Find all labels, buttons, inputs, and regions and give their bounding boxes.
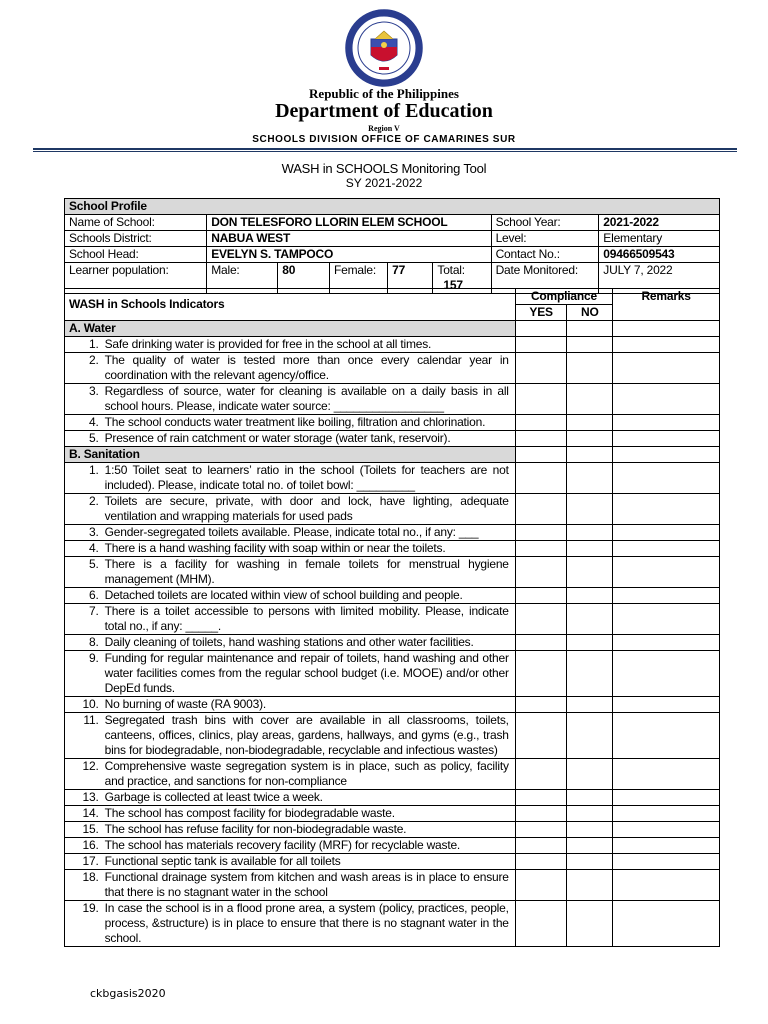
indicator-row (65, 759, 720, 790)
district-value: NABUA WEST (207, 231, 491, 247)
yes-cell[interactable] (515, 759, 567, 790)
year-value: 2021-2022 (599, 215, 720, 231)
profile-heading: School Profile (65, 199, 720, 215)
indicator-number: 15. (65, 822, 105, 838)
indicator-number: 9. (65, 651, 105, 697)
no-cell[interactable] (567, 635, 613, 651)
indicator-number: 5. (65, 431, 105, 447)
indicator-row (65, 822, 720, 838)
indicator-number: 12. (65, 759, 105, 790)
indicator-number: 2. (65, 494, 105, 525)
yes-cell[interactable] (515, 901, 567, 947)
remarks-cell[interactable] (613, 384, 720, 415)
indicator-text: Functional drainage system from kitchen and wash areas is in place to ensure that there is no stagnant water in the school (105, 870, 516, 901)
indicator-row (65, 353, 720, 384)
yes-cell[interactable] (515, 806, 567, 822)
indicator-number: 16. (65, 838, 105, 854)
remarks-cell[interactable] (613, 651, 720, 697)
indicator-row (65, 790, 720, 806)
yes-cell[interactable] (515, 870, 567, 901)
indicator-row (65, 713, 720, 759)
indicator-row (65, 431, 720, 447)
remarks-cell[interactable] (613, 838, 720, 854)
department-title: Department of Education (275, 100, 493, 122)
no-cell[interactable] (567, 494, 613, 525)
yes-cell[interactable] (515, 541, 567, 557)
indicator-number: 17. (65, 854, 105, 870)
indicator-row (65, 854, 720, 870)
indicator-number: 2. (65, 353, 105, 384)
indicator-text: Segregated trash bins with cover are available in all classrooms, toilets, canteens, offices, clinics, play areas, gardens, hallways, and gyms (e.g., trash bins for biodegradable, non-biodegradable, recyclable and infectious wastes) (105, 713, 516, 759)
compliance-header: Compliance (515, 289, 612, 305)
remarks-cell[interactable] (613, 870, 720, 901)
indicators-heading: WASH in Schools Indicators (65, 289, 516, 321)
remarks-cell[interactable] (613, 557, 720, 588)
yes-cell[interactable] (515, 822, 567, 838)
date-value: JULY 7, 2022 (599, 263, 720, 294)
no-cell[interactable] (567, 790, 613, 806)
name-label: Name of School: (65, 215, 207, 231)
indicator-text: Funding for regular maintenance and repair of toilets, hand washing and other water facilities comes from the regular school budget (i.e. MOOE) and/or other DepEd funds. (105, 651, 516, 697)
no-cell[interactable] (567, 822, 613, 838)
indicator-text: The school has refuse facility for non-biodegradable waste. (105, 822, 516, 838)
yes-cell[interactable] (515, 384, 567, 415)
no-cell[interactable] (567, 384, 613, 415)
school-profile-table (64, 198, 720, 294)
yes-cell[interactable] (515, 463, 567, 494)
indicator-text: The school has compost facility for biodegradable waste. (105, 806, 516, 822)
remarks-cell[interactable] (613, 494, 720, 525)
indicator-text: The quality of water is tested more than once every calendar year in coordination with the relevant agency/office. (105, 353, 516, 384)
indicator-row (65, 870, 720, 901)
yes-cell[interactable] (515, 790, 567, 806)
no-cell[interactable] (567, 541, 613, 557)
section-row (65, 321, 720, 337)
indicator-text: No burning of waste (RA 9003). (105, 697, 516, 713)
yes-cell[interactable] (515, 651, 567, 697)
yes-cell[interactable] (515, 604, 567, 635)
indicator-row (65, 901, 720, 947)
remarks-cell[interactable] (613, 525, 720, 541)
indicator-text: Safe drinking water is provided for free in the school at all times. (105, 337, 516, 353)
head-label: School Head: (65, 247, 207, 263)
no-cell[interactable] (567, 588, 613, 604)
yes-cell[interactable] (515, 337, 567, 353)
indicator-number: 19. (65, 901, 105, 947)
indicator-number: 10. (65, 697, 105, 713)
remarks-cell[interactable] (613, 415, 720, 431)
level-value: Elementary (599, 231, 720, 247)
remarks-cell[interactable] (613, 790, 720, 806)
yes-cell[interactable] (515, 697, 567, 713)
indicator-row (65, 588, 720, 604)
division-line: SCHOOLS DIVISION OFFICE OF CAMARINES SUR (252, 134, 516, 145)
level-label: Level: (491, 231, 599, 247)
no-cell[interactable] (567, 759, 613, 790)
female-label: Female: (330, 263, 388, 294)
indicator-text: Detached toilets are located within view of school building and people. (105, 588, 516, 604)
indicator-text: Toilets are secure, private, with door and lock, have lighting, adequate ventilation and wrapping materials for used pads (105, 494, 516, 525)
no-cell[interactable] (567, 806, 613, 822)
indicator-text: Presence of rain catchment or water storage (water tank, reservoir). (105, 431, 516, 447)
no-cell[interactable] (567, 870, 613, 901)
indicator-row (65, 838, 720, 854)
indicator-number: 7. (65, 604, 105, 635)
yes-cell[interactable] (515, 557, 567, 588)
remarks-cell[interactable] (613, 337, 720, 353)
no-cell[interactable] (567, 463, 613, 494)
date-label: Date Monitored: (491, 263, 599, 294)
remarks-cell[interactable] (613, 635, 720, 651)
remarks-cell[interactable] (613, 901, 720, 947)
total-value: 157 (443, 278, 463, 292)
district-label: Schools District: (65, 231, 207, 247)
remarks-cell[interactable] (613, 806, 720, 822)
remarks-cell[interactable] (613, 541, 720, 557)
remarks-cell[interactable] (613, 822, 720, 838)
indicator-row (65, 806, 720, 822)
section-title: B. Sanitation (65, 447, 516, 463)
no-cell[interactable] (567, 651, 613, 697)
no-cell[interactable] (567, 557, 613, 588)
remarks-cell[interactable] (613, 353, 720, 384)
no-cell[interactable] (567, 353, 613, 384)
header-rule-thin (33, 151, 737, 152)
indicator-row (65, 494, 720, 525)
male-value: 80 (278, 263, 330, 294)
footer-code: ckbgasis2020 (90, 987, 166, 1000)
yes-cell[interactable] (515, 854, 567, 870)
indicator-text: Daily cleaning of toilets, hand washing stations and other water facilities. (105, 635, 516, 651)
indicator-text: 1:50 Toilet seat to learners’ ratio in the school (Toilets for teachers are not included). Please, indicate total no. of toilet bowl: _________ (105, 463, 516, 494)
section-title: A. Water (65, 321, 516, 337)
name-value: DON TELESFORO LLORIN ELEM SCHOOL (207, 215, 491, 231)
section-empty-cell (515, 321, 567, 337)
no-cell[interactable] (567, 697, 613, 713)
indicator-row (65, 557, 720, 588)
indicator-number: 18. (65, 870, 105, 901)
indicator-number: 4. (65, 541, 105, 557)
indicator-row (65, 337, 720, 353)
indicator-text: There is a hand washing facility with soap within or near the toilets. (105, 541, 516, 557)
no-cell[interactable] (567, 525, 613, 541)
yes-cell[interactable] (515, 635, 567, 651)
indicator-row (65, 525, 720, 541)
header-rule (33, 148, 737, 150)
indicator-number: 1. (65, 337, 105, 353)
indicator-row (65, 651, 720, 697)
indicator-text: Regardless of source, water for cleaning is available on a daily basis in all school hours. Please, indicate water source: _________________ (105, 384, 516, 415)
indicator-row (65, 604, 720, 635)
indicator-text: In case the school is in a flood prone area, a system (policy, practices, people, process, &structure) is in place to ensure that there is no stagnant water in the school. (105, 901, 516, 947)
indicator-row (65, 541, 720, 557)
remarks-header: Remarks (613, 289, 720, 321)
section-row (65, 447, 720, 463)
no-cell[interactable] (567, 838, 613, 854)
yes-cell[interactable] (515, 838, 567, 854)
remarks-cell[interactable] (613, 697, 720, 713)
remarks-cell[interactable] (613, 713, 720, 759)
remarks-cell[interactable] (613, 463, 720, 494)
indicator-number: 8. (65, 635, 105, 651)
female-value: 77 (388, 263, 433, 294)
no-header: NO (567, 305, 613, 321)
indicator-row (65, 415, 720, 431)
yes-cell[interactable] (515, 713, 567, 759)
indicator-number: 3. (65, 384, 105, 415)
region-line: Region V (368, 124, 400, 133)
indicator-number: 4. (65, 415, 105, 431)
school-year-line: SY 2021-2022 (345, 176, 423, 190)
no-cell[interactable] (567, 415, 613, 431)
indicator-row (65, 384, 720, 415)
male-label: Male: (211, 263, 240, 277)
indicator-row (65, 697, 720, 713)
remarks-cell[interactable] (613, 604, 720, 635)
no-cell[interactable] (567, 854, 613, 870)
year-label: School Year: (491, 215, 599, 231)
indicator-text: There is a toilet accessible to persons with limited mobility. Please, indicate total no., if any: _____. (105, 604, 516, 635)
population-label: Learner population: (65, 263, 207, 294)
indicator-number: 1. (65, 463, 105, 494)
indicators-table (64, 288, 720, 947)
no-cell[interactable] (567, 337, 613, 353)
section-empty-cell (613, 447, 720, 463)
indicator-row (65, 463, 720, 494)
section-empty-cell (515, 447, 567, 463)
remarks-cell[interactable] (613, 431, 720, 447)
yes-cell[interactable] (515, 353, 567, 384)
yes-cell[interactable] (515, 588, 567, 604)
indicator-row (65, 635, 720, 651)
indicator-number: 5. (65, 557, 105, 588)
indicator-number: 6. (65, 588, 105, 604)
indicator-text: Garbage is collected at least twice a week. (105, 790, 516, 806)
indicator-number: 3. (65, 525, 105, 541)
remarks-cell[interactable] (613, 854, 720, 870)
deped-seal-logo (345, 9, 423, 87)
yes-header: YES (515, 305, 567, 321)
indicator-text: The school conducts water treatment like boiling, filtration and chlorination. (105, 415, 516, 431)
section-empty-cell (567, 321, 613, 337)
indicator-text: Gender-segregated toilets available. Please, indicate total no., if any: ___ (105, 525, 516, 541)
no-cell[interactable] (567, 431, 613, 447)
no-cell[interactable] (567, 604, 613, 635)
section-empty-cell (613, 321, 720, 337)
indicator-text: Comprehensive waste segregation system is in place, such as policy, facility and practice, and sanctions for non-compliance (105, 759, 516, 790)
indicator-number: 13. (65, 790, 105, 806)
yes-cell[interactable] (515, 494, 567, 525)
republic-line: Republic of the Philippines (309, 86, 459, 101)
no-cell[interactable] (567, 713, 613, 759)
indicator-text: The school has materials recovery facility (MRF) for recyclable waste. (105, 838, 516, 854)
contact-label: Contact No.: (491, 247, 599, 263)
no-cell[interactable] (567, 901, 613, 947)
indicator-number: 11. (65, 713, 105, 759)
yes-cell[interactable] (515, 525, 567, 541)
remarks-cell[interactable] (613, 759, 720, 790)
indicator-number: 14. (65, 806, 105, 822)
indicator-text: Functional septic tank is available for all toilets (105, 854, 516, 870)
total-label: Total: (437, 263, 465, 277)
indicator-text: There is a facility for washing in female toilets for menstrual hygiene management (MHM). (105, 557, 516, 588)
doc-title: WASH in SCHOOLS Monitoring Tool (281, 161, 487, 176)
section-empty-cell (567, 447, 613, 463)
yes-cell[interactable] (515, 431, 567, 447)
contact-value: 09466509543 (599, 247, 720, 263)
yes-cell[interactable] (515, 415, 567, 431)
head-value: EVELYN S. TAMPOCO (207, 247, 491, 263)
remarks-cell[interactable] (613, 588, 720, 604)
